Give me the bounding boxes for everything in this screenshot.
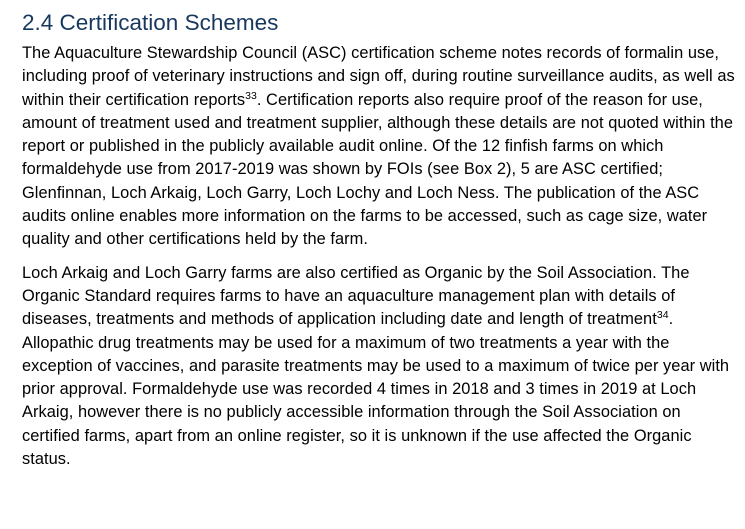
paragraph-asc-certification (22, 42, 738, 252)
paragraph-organic-certification (22, 262, 738, 472)
section-heading: 2.4 Certification Schemes (22, 10, 279, 35)
paragraph-text: . Allopathic drug treatments may be used for a maximum of two treatments a year with the exception of vaccines, and parasite treatments may be used to a maximum of twice per year with prior approval. Formaldehyde use was recorded 4 times in 2018 and 3 times in 2019 at Loch Arkaig, however there is no publicly accessible information through the Soil Association on certified farms, apart from an online register, so it is unknown if the use affected the Organic status. (22, 310, 730, 469)
paragraph-text: The Aquaculture Stewardship Council (ASC) certification scheme notes records of formalin use, including proof of veterinary instructions and sign off, during routine surveillance audits, as well as within their certification reports (22, 44, 735, 109)
document-page (22, 8, 738, 471)
footnote-reference[interactable]: 33 (245, 89, 257, 102)
paragraph-text: Loch Arkaig and Loch Garry farms are also certified as Organic by the Soil Association. The Organic Standard requires farms to have an aquaculture management plan with details of diseases, treatments and methods of application including date and length of treatment (22, 263, 690, 329)
footnote-reference[interactable]: 34 (656, 309, 669, 322)
paragraph-text: . Certification reports also require proof of the reason for use, amount of treatment used and treatment supplier, although these details are not quoted within the report or published in the publicly available audit online. Of the 12 finfish farms on which formaldehyde use from 2017-2019 was shown by FOIs (see Box 2), 5 are ASC certified; Glenfinnan, Loch Arkaig, Loch Garry, Loch Lochy and Loch Ness. The publication of the ASC audits online enables more information on the farms to be accessed, such as cage size, water quality and other certifications held by the farm. (22, 90, 734, 249)
